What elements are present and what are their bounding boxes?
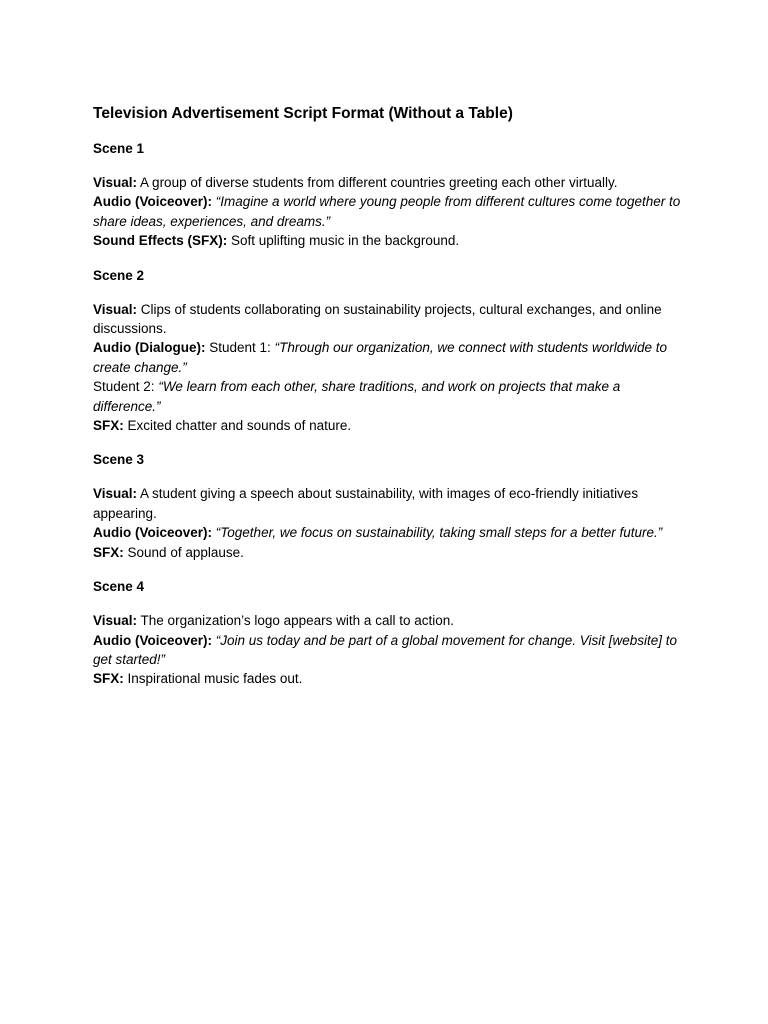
speaker-2-quote: “We learn from each other, share traditions, and work on projects that make a difference.” — [93, 379, 621, 414]
sfx-text: Excited chatter and sounds of nature. — [127, 418, 352, 434]
visual-line — [93, 484, 683, 523]
audio-line — [93, 523, 683, 542]
audio-label: Audio (Voiceover): — [93, 632, 213, 648]
sfx-line — [93, 416, 683, 435]
speaker-2-label: Student 2: — [93, 379, 155, 395]
scene-heading: Scene 2 — [93, 267, 145, 283]
audio-line — [93, 192, 683, 231]
sfx-label: SFX: — [93, 671, 124, 687]
speaker-1-label: Student 1: — [209, 340, 271, 356]
visual-label: Visual: — [93, 486, 138, 502]
visual-text: A group of diverse students from different countries greeting each other virtually. — [140, 175, 618, 190]
audio-quote: “Imagine a world where young people from different cultures come together to share ideas, experiences, and dreams.” — [93, 194, 681, 229]
audio-line — [93, 631, 683, 670]
visual-text: The organization’s logo appears with a call to action. — [140, 613, 454, 629]
sfx-line — [93, 669, 683, 688]
audio-label: Audio (Voiceover): — [93, 194, 213, 210]
sfx-text: Inspirational music fades out. — [127, 671, 303, 687]
sfx-label: SFX: — [93, 544, 124, 560]
sfx-label: Sound Effects (SFX): — [93, 233, 228, 249]
visual-label: Visual: — [93, 301, 138, 317]
audio-line — [93, 338, 683, 377]
speaker-1-quote: “Through our organization, we connect with students worldwide to create change.” — [93, 340, 668, 375]
scene-heading: Scene 3 — [93, 452, 145, 468]
sfx-line — [93, 231, 683, 250]
sfx-text: Soft uplifting music in the background. — [231, 233, 460, 249]
sfx-text: Sound of applause. — [127, 544, 244, 560]
visual-line — [93, 611, 683, 630]
visual-line — [93, 300, 683, 339]
audio-quote: “Join us today and be part of a global movement for change. Visit [website] to get started!” — [93, 632, 678, 667]
visual-label: Visual: — [93, 175, 138, 190]
visual-label: Visual: — [93, 613, 138, 629]
document-title: Television Advertisement Script Format (Without a Table) — [93, 105, 513, 122]
visual-line — [93, 173, 683, 192]
visual-text: Clips of students collaborating on sustainability projects, cultural exchanges, and online discussions. — [93, 301, 662, 337]
audio-quote: “Together, we focus on sustainability, taking small steps for a better future.” — [215, 525, 663, 541]
audio-label: Audio (Dialogue): — [93, 340, 206, 356]
document-page — [93, 103, 683, 704]
scene-2 — [93, 266, 683, 436]
sfx-line — [93, 543, 683, 562]
visual-text: A student giving a speech about sustainability, with images of eco-friendly initiatives appearing. — [93, 486, 639, 521]
scene-3 — [93, 450, 683, 562]
scene-heading: Scene 4 — [93, 579, 145, 595]
scene-heading: Scene 1 — [93, 141, 145, 156]
sfx-label: SFX: — [93, 418, 124, 434]
dialogue-line — [93, 377, 683, 416]
audio-label: Audio (Voiceover): — [93, 525, 213, 541]
scene-1 — [93, 139, 683, 251]
scene-4 — [93, 577, 683, 689]
